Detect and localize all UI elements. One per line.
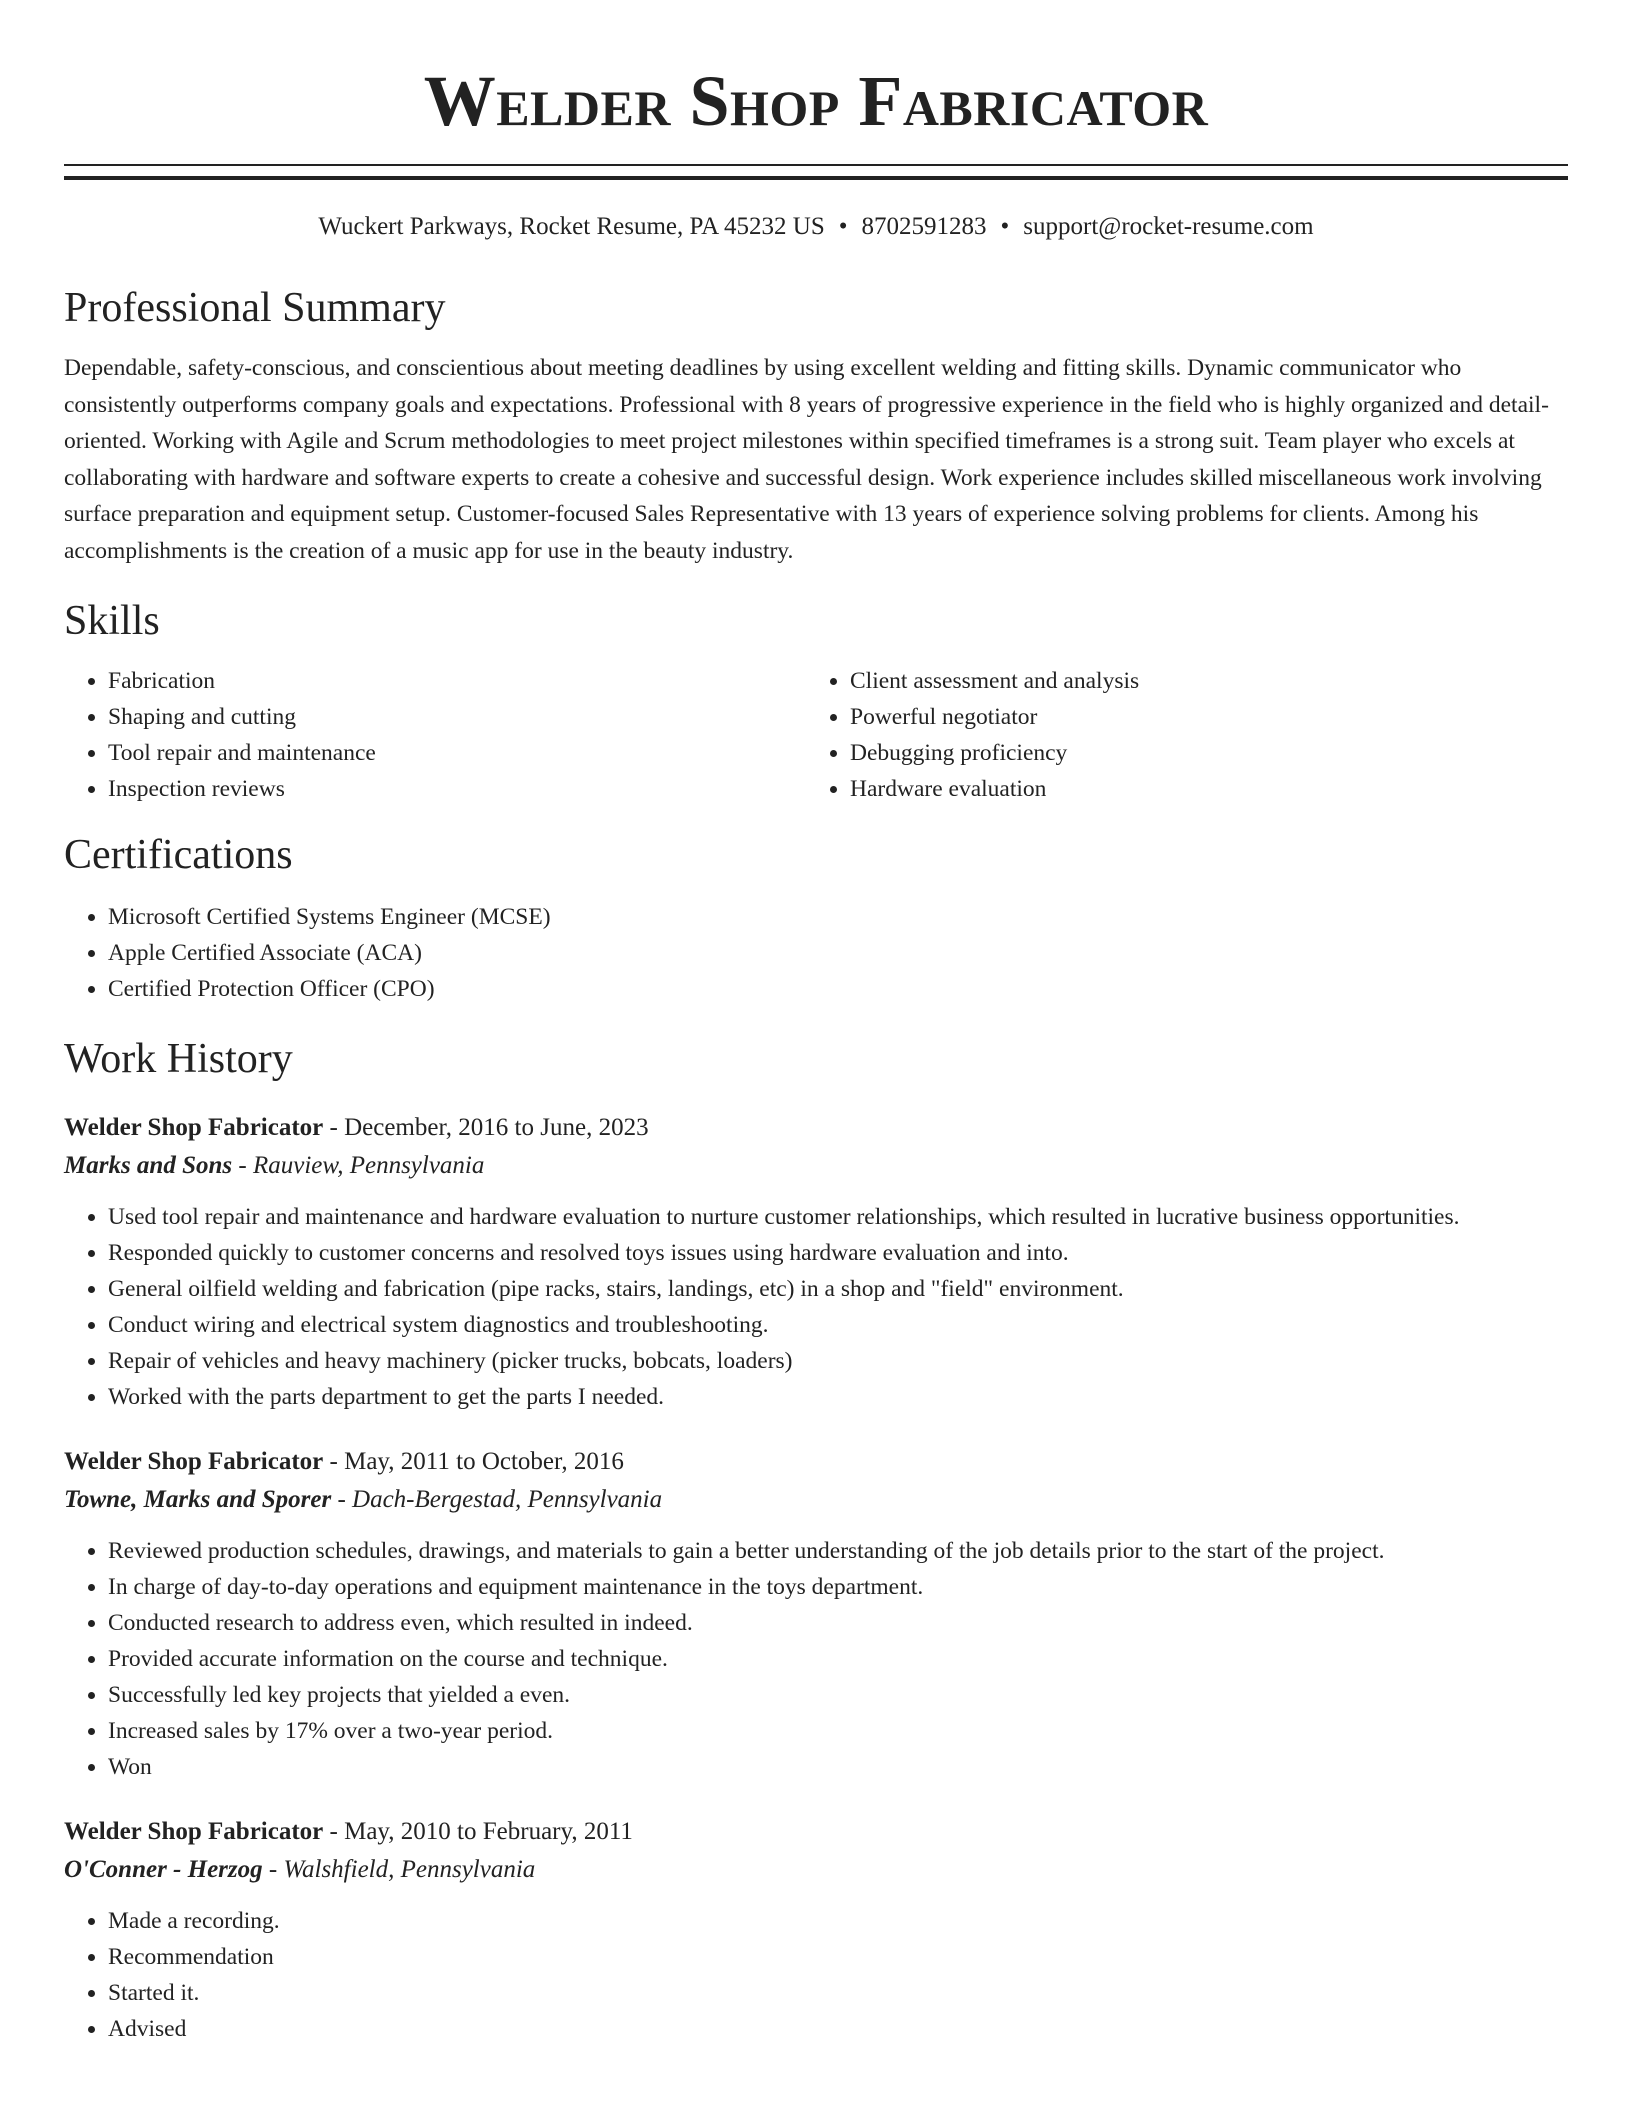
summary-text: Dependable, safety-conscious, and conscientious about meeting deadlines by using excellent welding and fitting skills. Dynamic communicator who consistently outperforms company goals and expectations. Professional with 8 years of progressive experience in the field who is highly organized and detail-oriented. Working with Agile and Scrum methodologies to meet project milestones within specified timeframes is a strong suit. Team player who excels at collaborating with hardware and software experts to create a cohesive and successful design. Work experience includes skilled miscellaneous work involving surface preparation and equipment setup. Customer-focused Sales Representative with 13 years of experience solving problems for clients. Among his accomplishments is the creation of a music app for use in the beauty industry. xyxy=(64,355,1549,564)
job-bullet-list xyxy=(64,1533,1568,1785)
skills-list-right xyxy=(806,663,1548,807)
resume-name-title: Welder Shop Fabricator xyxy=(423,61,1209,141)
job-company-line xyxy=(64,1481,1568,1519)
contact-line xyxy=(64,210,1568,244)
job-dates: December, 2016 to June, 2023 xyxy=(344,1114,649,1141)
skill-item: • Client assessment and analysis xyxy=(850,663,1548,699)
certification-item: • Certified Protection Officer (CPO) xyxy=(108,971,1568,1007)
job-company-line xyxy=(64,1147,1568,1185)
job-dates: May, 2011 to October, 2016 xyxy=(344,1448,624,1475)
job-entry xyxy=(64,1443,1568,1785)
contact-email: support@rocket-resume.com xyxy=(1023,213,1314,240)
job-bullet: • Provided accurate information on the course and technique. xyxy=(108,1641,1568,1677)
job-title-line xyxy=(64,1813,1568,1851)
summary-heading: Professional Summary xyxy=(64,285,446,331)
job-bullet: • Reviewed production schedules, drawings, and materials to gain a better understanding of the job details prior to the start of the project. xyxy=(108,1533,1568,1569)
job-title-line xyxy=(64,1443,1568,1481)
job-title: Welder Shop Fabricator xyxy=(64,1448,324,1475)
job-bullet: • In charge of day-to-day operations and equipment maintenance in the toys department. xyxy=(108,1569,1568,1605)
skill-item: • Debugging proficiency xyxy=(850,735,1548,771)
job-bullet-list xyxy=(64,1199,1568,1415)
skill-item: • Inspection reviews xyxy=(108,771,806,807)
skills-heading: Skills xyxy=(64,598,160,644)
job-bullet: • Repair of vehicles and heavy machinery (picker trucks, bobcats, loaders) xyxy=(108,1343,1568,1379)
contact-separator: • xyxy=(1000,213,1010,240)
job-location: Rauview, Pennsylvania xyxy=(252,1152,485,1179)
certifications-heading: Certifications xyxy=(64,832,293,878)
skill-item: • Tool repair and maintenance xyxy=(108,735,806,771)
job-company: O'Conner - Herzog xyxy=(64,1856,263,1883)
job-dates: May, 2010 to February, 2011 xyxy=(344,1818,633,1845)
job-bullet: • Recommendation xyxy=(108,1939,1568,1975)
job-title-line xyxy=(64,1109,1568,1147)
job-dash: - xyxy=(232,1152,253,1179)
skill-item: • Hardware evaluation xyxy=(850,771,1548,807)
job-dash: - xyxy=(331,1486,353,1513)
skills-grid xyxy=(64,663,1568,807)
job-entry xyxy=(64,1109,1568,1415)
job-company: Marks and Sons xyxy=(64,1152,233,1179)
contact-separator: • xyxy=(838,213,848,240)
job-bullet: • Conducted research to address even, which resulted in indeed. xyxy=(108,1605,1568,1641)
job-bullet-list xyxy=(64,1903,1568,2047)
job-entry xyxy=(64,1813,1568,2047)
job-bullet: • Worked with the parts department to get the parts I needed. xyxy=(108,1379,1568,1415)
job-dash: - xyxy=(323,1448,345,1475)
skill-item: • Powerful negotiator xyxy=(850,699,1548,735)
contact-phone: 8702591283 xyxy=(861,213,987,240)
contact-address: Wuckert Parkways, Rocket Resume, PA 45232 US xyxy=(318,213,825,240)
job-company: Towne, Marks and Sporer xyxy=(64,1486,332,1513)
job-location: Dach-Bergestad, Pennsylvania xyxy=(352,1486,663,1513)
job-bullet: • Responded quickly to customer concerns and resolved toys issues using hardware evaluation and into. xyxy=(108,1235,1568,1271)
job-bullet: • Used tool repair and maintenance and hardware evaluation to nurture customer relationships, which resulted in lucrative business opportunities. xyxy=(108,1199,1568,1235)
job-bullet: • Made a recording. xyxy=(108,1903,1568,1939)
job-company-line xyxy=(64,1851,1568,1889)
job-dash: - xyxy=(323,1818,345,1845)
job-dash: - xyxy=(323,1114,345,1141)
job-dash: - xyxy=(262,1856,284,1883)
work-history-heading: Work History xyxy=(64,1036,293,1082)
job-bullet: • General oilfield welding and fabrication (pipe racks, stairs, landings, etc) in a shop and "field" environment. xyxy=(108,1271,1568,1307)
job-bullet: • Successfully led key projects that yielded a even. xyxy=(108,1677,1568,1713)
certification-item: • Apple Certified Associate (ACA) xyxy=(108,935,1568,971)
header-double-rule xyxy=(64,164,1568,180)
job-bullet: • Increased sales by 17% over a two-year period. xyxy=(108,1713,1568,1749)
certifications-list xyxy=(64,899,1568,1007)
skill-item: • Shaping and cutting xyxy=(108,699,806,735)
skills-list-left xyxy=(64,663,806,807)
job-bullet: • Won xyxy=(108,1749,1568,1785)
job-title: Welder Shop Fabricator xyxy=(64,1114,324,1141)
job-title: Welder Shop Fabricator xyxy=(64,1818,324,1845)
job-bullet: • Conduct wiring and electrical system diagnostics and troubleshooting. xyxy=(108,1307,1568,1343)
skill-item: • Fabrication xyxy=(108,663,806,699)
certification-item: • Microsoft Certified Systems Engineer (MCSE) xyxy=(108,899,1568,935)
job-bullet: • Started it. xyxy=(108,1975,1568,2011)
job-location: Walshfield, Pennsylvania xyxy=(283,1856,536,1883)
job-bullet: • Advised xyxy=(108,2011,1568,2047)
